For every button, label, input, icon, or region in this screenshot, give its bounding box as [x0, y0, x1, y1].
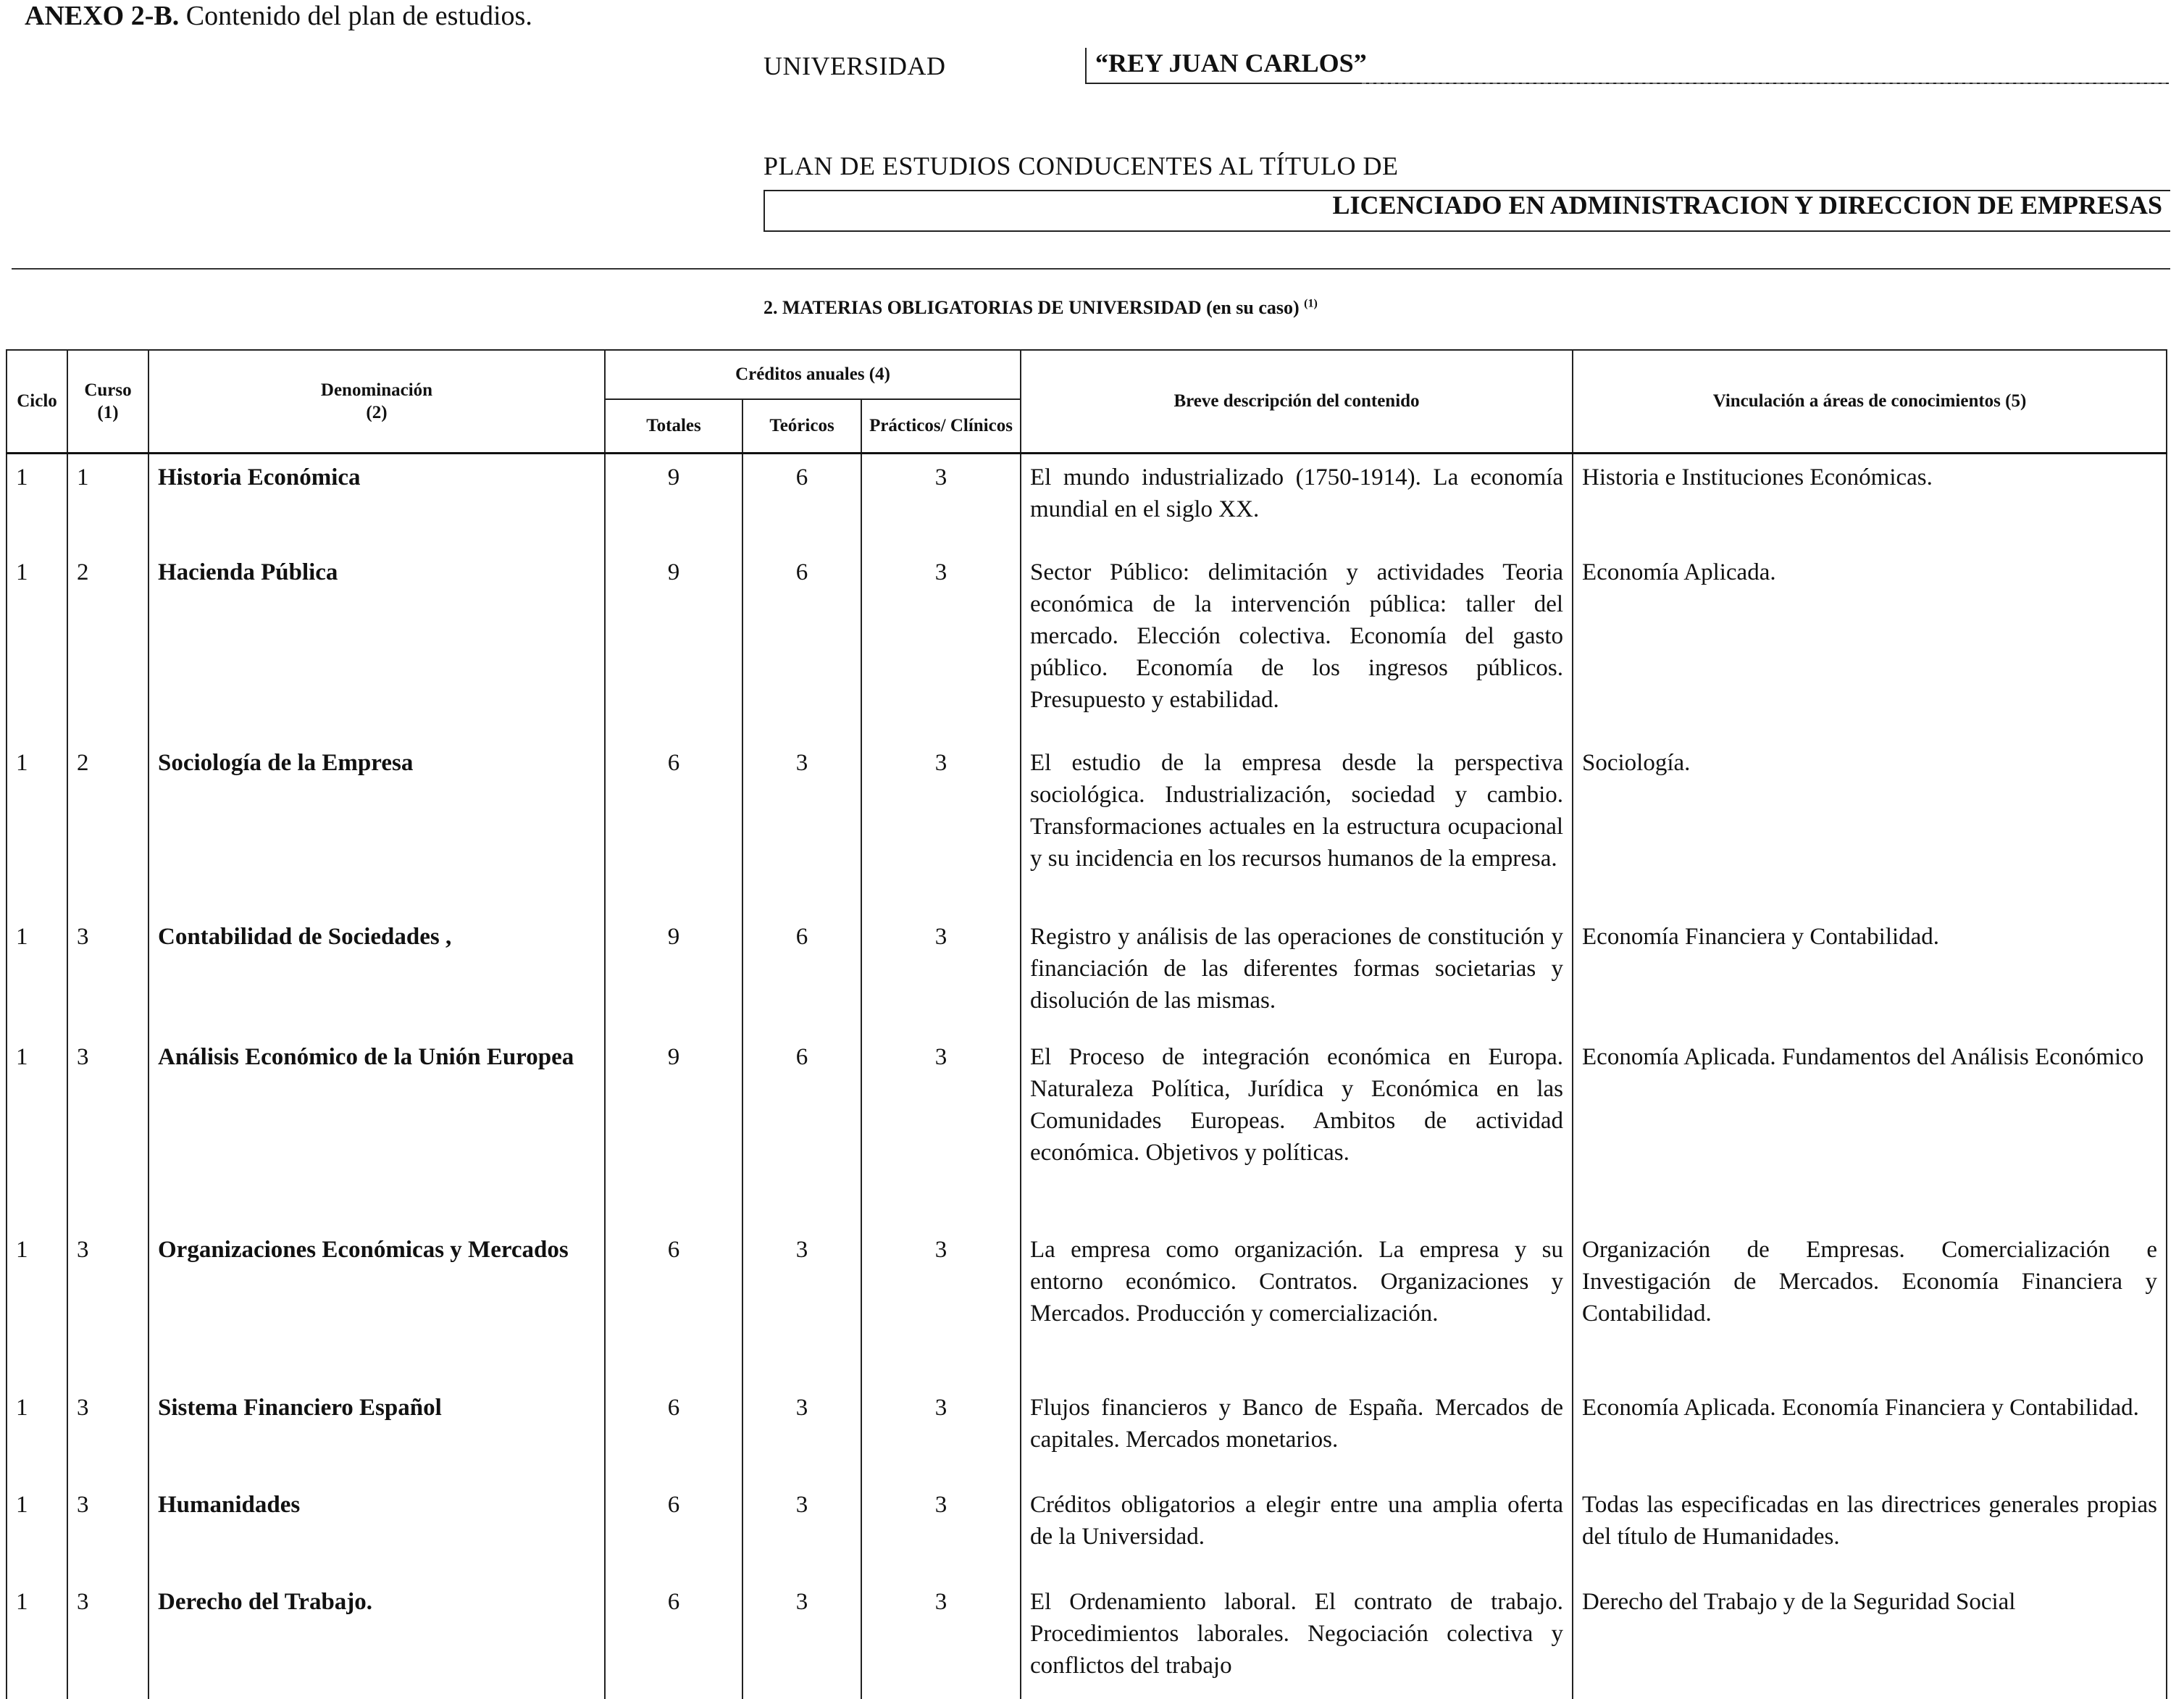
university-label: UNIVERSIDAD — [763, 51, 946, 80]
cell-ciclo: 1 — [7, 453, 67, 549]
header-divider — [12, 268, 2170, 270]
section-title-text: 2. MATERIAS OBLIGATORIAS DE UNIVERSIDAD (en su caso) — [763, 297, 1300, 318]
cell-name: Derecho del Trabajo. — [148, 1579, 605, 1699]
cell-description: El Proceso de integración económica en Europa. Naturaleza Política, Jurídica y Económica en las Comunidades Europeas. Ambitos de actividad económica. Objetivos y políticas. — [1021, 1034, 1573, 1227]
cell-ciclo: 1 — [7, 914, 67, 1034]
cell-ciclo: 1 — [7, 1227, 67, 1385]
cell-totales: 6 — [605, 1385, 742, 1482]
header-descripcion: Breve descripción del contenido — [1021, 350, 1573, 453]
table-row — [7, 453, 2167, 549]
cell-totales: 6 — [605, 1227, 742, 1385]
cell-area: Todas las especificadas en las directrices generales propias del título de Humanidades. — [1573, 1482, 2167, 1579]
header-denominacion — [148, 350, 605, 453]
table-row — [7, 549, 2167, 740]
cell-name: Sistema Financiero Español — [148, 1385, 605, 1482]
cell-curso: 3 — [67, 1385, 148, 1482]
cell-teoricos: 6 — [742, 914, 861, 1034]
header-teoricos: Teóricos — [742, 399, 861, 453]
header-denominacion-label: Denominación — [320, 380, 433, 400]
cell-teoricos: 6 — [742, 549, 861, 740]
cell-totales: 9 — [605, 453, 742, 549]
cell-description: El estudio de la empresa desde la perspectiva sociológica. Industrialización, sociedad y cambio. Transformaciones actuales en la estructura ocupacional y su incidencia en los recursos humanos de la empresa. — [1021, 740, 1573, 914]
annex-text: Contenido del plan de estudios. — [179, 1, 532, 31]
cell-area: Historia e Instituciones Económicas. — [1573, 453, 2167, 549]
university-value: “REY JUAN CARLOS” — [1095, 49, 1367, 78]
cell-ciclo: 1 — [7, 549, 67, 740]
section-title — [763, 297, 1318, 319]
cell-area: Derecho del Trabajo y de la Seguridad Social — [1573, 1579, 2167, 1699]
cell-totales: 6 — [605, 1482, 742, 1579]
cell-description: Flujos financieros y Banco de España. Mercados de capitales. Mercados monetarios. — [1021, 1385, 1573, 1482]
university-underline — [1362, 83, 2166, 84]
annex-title — [25, 0, 532, 32]
header-curso — [67, 350, 148, 453]
cell-area: Economía Financiera y Contabilidad. — [1573, 914, 2167, 1034]
header-curso-note: (1) — [97, 402, 119, 422]
cell-area: Sociología. — [1573, 740, 2167, 914]
cell-curso: 3 — [67, 914, 148, 1034]
cell-ciclo: 1 — [7, 1579, 67, 1699]
cell-practicos: 3 — [861, 740, 1021, 914]
cell-description: Sector Público: delimitación y actividades Teoria económica de la intervención pública: taller del mercado. Elección colectiva. Economía del gasto público. Economía de los ingresos públicos. Presupuesto y estabilidad. — [1021, 549, 1573, 740]
table-row — [7, 1579, 2167, 1699]
cell-curso: 3 — [67, 1034, 148, 1227]
header-creditos: Créditos anuales (4) — [605, 350, 1021, 399]
cell-totales: 9 — [605, 914, 742, 1034]
degree-label: PLAN DE ESTUDIOS CONDUCENTES AL TÍTULO DE — [763, 151, 1399, 180]
table-row — [7, 1385, 2167, 1482]
cell-name: Organizaciones Económicas y Mercados — [148, 1227, 605, 1385]
degree-value: LICENCIADO EN ADMINISTRACION Y DIRECCION DE EMPRESAS — [1332, 191, 2162, 220]
cell-teoricos: 3 — [742, 1579, 861, 1699]
table-row — [7, 1227, 2167, 1385]
header-totales: Totales — [605, 399, 742, 453]
header-ciclo: Ciclo — [7, 350, 67, 453]
cell-teoricos: 3 — [742, 1482, 861, 1579]
header-curso-label: Curso — [84, 380, 132, 400]
cell-curso: 3 — [67, 1227, 148, 1385]
subjects-table — [6, 349, 2167, 1699]
cell-name: Humanidades — [148, 1482, 605, 1579]
cell-practicos: 3 — [861, 453, 1021, 549]
cell-name: Hacienda Pública — [148, 549, 605, 740]
cell-ciclo: 1 — [7, 1385, 67, 1482]
cell-teoricos: 6 — [742, 453, 861, 549]
cell-curso: 1 — [67, 453, 148, 549]
cell-practicos: 3 — [861, 1385, 1021, 1482]
cell-description: La empresa como organización. La empresa y su entorno económico. Contratos. Organizaciones y Mercados. Producción y comercialización. — [1021, 1227, 1573, 1385]
cell-description: El Ordenamiento laboral. El contrato de trabajo. Procedimientos laborales. Negociación colectiva y conflictos del trabajo — [1021, 1579, 1573, 1699]
cell-practicos: 3 — [861, 1482, 1021, 1579]
cell-ciclo: 1 — [7, 1482, 67, 1579]
cell-practicos: 3 — [861, 549, 1021, 740]
cell-description: El mundo industrializado (1750-1914). La economía mundial en el siglo XX. — [1021, 453, 1573, 549]
cell-name: Contabilidad de Sociedades , — [148, 914, 605, 1034]
cell-practicos: 3 — [861, 1227, 1021, 1385]
cell-curso: 3 — [67, 1482, 148, 1579]
cell-name: Historia Económica — [148, 453, 605, 549]
cell-area: Economía Aplicada. — [1573, 549, 2167, 740]
cell-teoricos: 3 — [742, 740, 861, 914]
cell-teoricos: 6 — [742, 1034, 861, 1227]
cell-practicos: 3 — [861, 1034, 1021, 1227]
annex-label: ANEXO 2-B. — [25, 1, 180, 31]
cell-area: Organización de Empresas. Comercialización e Investigación de Mercados. Economía Financiera y Contabilidad. — [1573, 1227, 2167, 1385]
table-row — [7, 1034, 2167, 1227]
section-note: (1) — [1304, 297, 1318, 310]
cell-curso: 3 — [67, 1579, 148, 1699]
cell-ciclo: 1 — [7, 740, 67, 914]
header-vinculacion: Vinculación a áreas de conocimientos (5) — [1573, 350, 2167, 453]
cell-totales: 6 — [605, 740, 742, 914]
cell-teoricos: 3 — [742, 1385, 861, 1482]
header-denominacion-note: (2) — [366, 402, 388, 422]
table-row — [7, 740, 2167, 914]
cell-totales: 9 — [605, 549, 742, 740]
cell-area: Economía Aplicada. Economía Financiera y Contabilidad. — [1573, 1385, 2167, 1482]
cell-practicos: 3 — [861, 914, 1021, 1034]
cell-curso: 2 — [67, 740, 148, 914]
header-practicos: Prácticos/ Clínicos — [861, 399, 1021, 453]
cell-name: Análisis Económico de la Unión Europea — [148, 1034, 605, 1227]
cell-teoricos: 3 — [742, 1227, 861, 1385]
cell-curso: 2 — [67, 549, 148, 740]
cell-description: Créditos obligatorios a elegir entre una amplia oferta de la Universidad. — [1021, 1482, 1573, 1579]
cell-description: Registro y análisis de las operaciones de constitución y financiación de las diferentes formas societarias y disolución de las mismas. — [1021, 914, 1573, 1034]
table-row — [7, 1482, 2167, 1579]
cell-totales: 6 — [605, 1579, 742, 1699]
cell-totales: 9 — [605, 1034, 742, 1227]
cell-area: Economía Aplicada. Fundamentos del Análisis Económico — [1573, 1034, 2167, 1227]
cell-practicos: 3 — [861, 1579, 1021, 1699]
table-row — [7, 914, 2167, 1034]
cell-ciclo: 1 — [7, 1034, 67, 1227]
cell-name: Sociología de la Empresa — [148, 740, 605, 914]
